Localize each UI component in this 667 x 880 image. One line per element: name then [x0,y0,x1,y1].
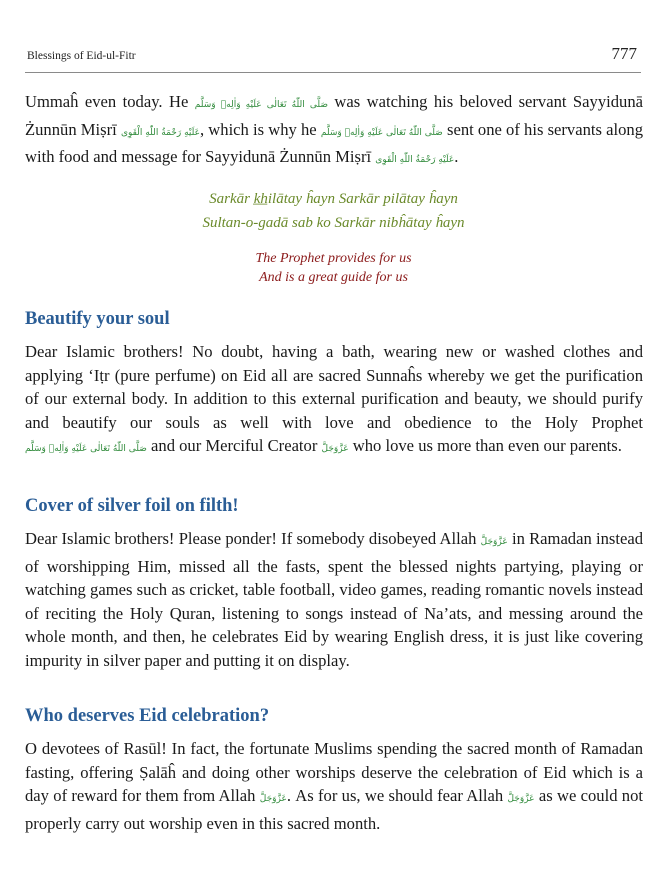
paragraph-text: , which is why he [199,119,317,139]
paragraph-text: was watching his beloved servant Sayyidunā Żunnūn Miṣrī [25,92,643,139]
verse-translation: The Prophet provides for us [255,251,412,266]
honorific-blessing: عَلَيْهِ رَحْمَةُ اللّٰهِ الْقَوِى [120,127,200,138]
section-paragraph [25,527,643,673]
paragraph-text: Dear Islamic brothers! No doubt, having a bath, wearing new or washed clothes and applying ‘Iṭr (pure perfume) on Eid all are sacred Sunnaĥs whereby we get the purification of our external body. In addition to this external purification and beauty, we should purify and beautify our souls as well with love and obedience to the Holy Prophet [25,342,643,432]
page-number: 777 [611,44,637,63]
honorific-salutation: صَلَّى اللّٰهُ تَعَالٰی عَلَيْهِ وَاٰلِهٖ وَسَلَّم [25,444,147,455]
honorific-azza-wa-jall: عَزَّوَجَلَّ [259,794,287,805]
paragraph-text: who love us more than even our parents. [352,436,622,456]
header-divider [25,72,641,73]
paragraph-text: as we could not properly carry out worship even in this sacred month. [25,786,644,833]
paragraph-text: . As for us, we should fear Allah [286,786,504,806]
verse-line: Sarkār k̲h̲ilātay ĥayn Sarkār pilātay ĥayn [209,191,458,207]
honorific-blessing: عَلَيْهِ رَحْمَةُ اللّٰهِ الْقَوِى [375,155,455,166]
honorific-azza-wa-jall: عَزَّوَجَلَّ [321,444,349,455]
honorific-azza-wa-jall: عَزَّوَجَلَّ [507,794,535,805]
section-heading: Beautify your soul [25,309,170,329]
section-heading: Cover of silver foil on filth! [25,496,239,516]
paragraph-text: . [454,147,459,167]
paragraph-text: and our Merciful Creator [151,436,318,456]
verse-translation: And is a great guide for us [259,270,408,285]
paragraph-text: Ummaĥ even today. He [25,92,189,111]
section-paragraph [25,340,643,462]
honorific-azza-wa-jall: عَزَّوَجَلَّ [480,537,508,547]
section-paragraph [25,737,643,835]
running-head: Blessings of Eid-ul-Fitr [27,50,136,62]
paragraph-text: Dear Islamic brothers! Please ponder! If somebody disobeyed Allah [25,529,477,548]
paragraph-text: in Ramadan instead of worshipping Him, missed all the fasts, spent the blessed nights partying, playing or watching games such as cricket, table football, video games, reading romantic novels instead of reciting the Holy Quran, listening to songs instead of Na’ats, and messing around the whole month, and then, he celebrates Eid by wearing English dress, it is just like covering impurity in silver paper and putting it on display. [25,529,644,670]
verse-line: Sultan-o-gadā sab ko Sarkār nibĥātay ĥayn [202,215,465,231]
section-heading: Who deserves Eid celebration? [25,706,270,726]
honorific-salutation: صَلَّى اللّٰهُ تَعَالٰی عَلَيْهِ وَاٰلِهٖ وَسَلَّم [194,100,328,110]
paragraph-text: O devotees of Rasūl! In fact, the fortunate Muslims spending the sacred month of Ramadan fasting, offering Ṣalāĥ and doing other worships deserve the celebration of Eid which is a day of reward for them from Allah [25,739,643,806]
opening-paragraph [25,90,643,173]
paragraph-text: sent one of his servants along with food and message for Sayyidunā Żunnūn Miṣrī [25,119,643,167]
honorific-salutation: صَلَّى اللّٰهُ تَعَالٰی عَلَيْهِ وَاٰلِهٖ وَسَلَّم [320,127,443,138]
